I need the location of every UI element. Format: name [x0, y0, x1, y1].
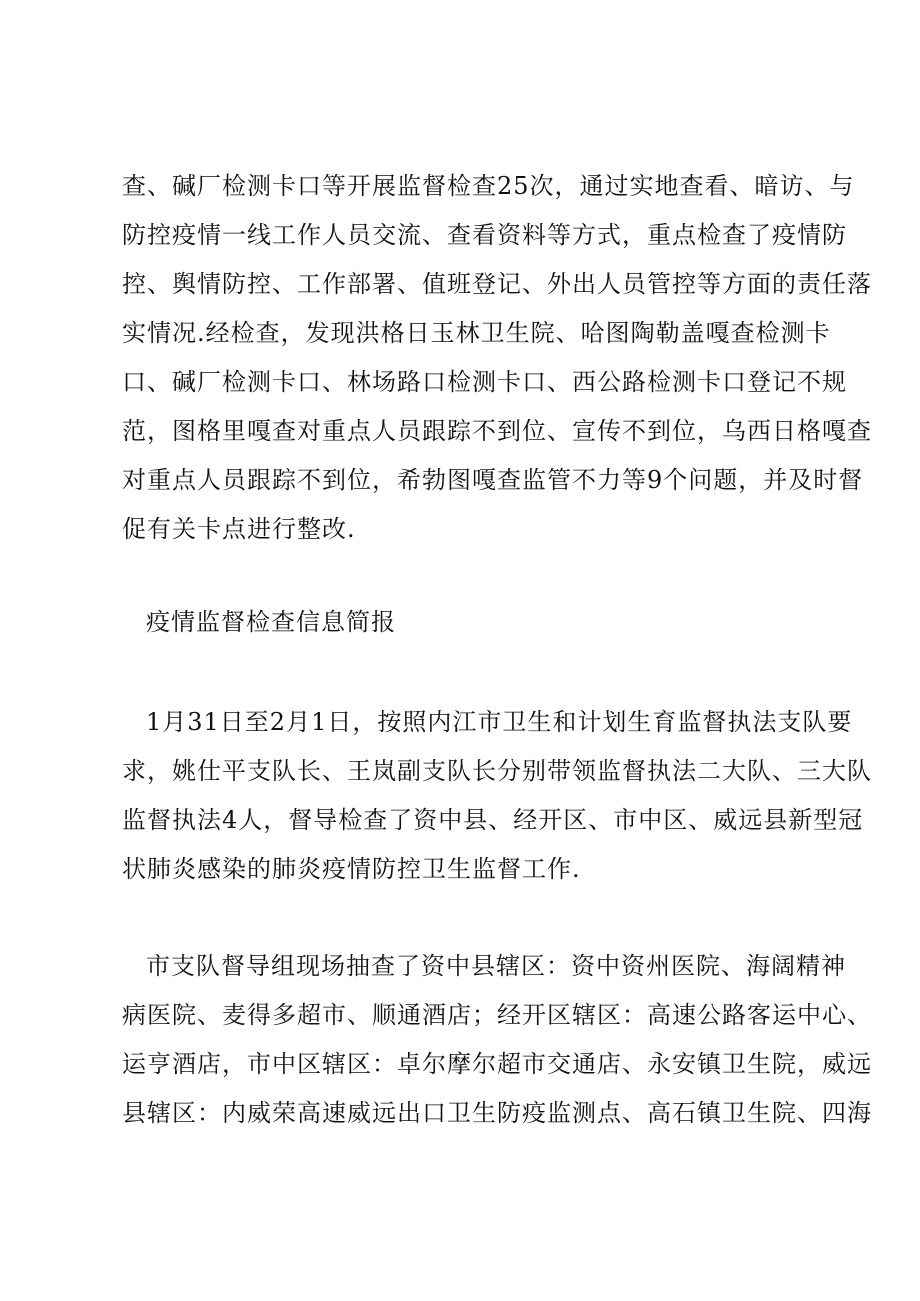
paragraph2-line-4: 状肺炎感染的肺炎疫情防控卫生监督工作. [122, 855, 581, 883]
paragraph1-line-3: 控、舆情防控、工作部署、值班登记、外出人员管控等方面的责任落 [122, 270, 872, 298]
paragraph3-line-2: 病医院、麦得多超市、顺通酒店；经开区辖区：高速公路客运中心、 [122, 1001, 872, 1029]
paragraph1-line-7: 对重点人员跟踪不到位，希勃图嘎查监管不力等9个问题，并及时督 [122, 466, 864, 494]
paragraph2-line-3: 监督执法4人，督导检查了资中县、经开区、市中区、威远县新型冠 [122, 806, 864, 834]
paragraph1-line-5: 口、碱厂检测卡口、林场路口检测卡口、西公路检测卡口登记不规 [122, 368, 847, 396]
paragraph2-line-2: 求，姚仕平支队长、王岚副支队长分别带领监督执法二大队、三大队 [122, 757, 872, 785]
paragraph1-line-6: 范，图格里嘎查对重点人员跟踪不到位、宣传不到位，乌西日格嘎查 [122, 417, 872, 445]
paragraph1-line-4: 实情况.经检查，发现洪格日玉林卫生院、哈图陶勒盖嘎查检测卡 [122, 319, 831, 347]
paragraph1-line-1: 查、碱厂检测卡口等开展监督检查25次，通过实地查看、暗访、与 [122, 172, 855, 200]
paragraph3-line-4: 县辖区：内威荣高速威远出口卫生防疫监测点、高石镇卫生院、四海 [122, 1099, 872, 1127]
paragraph3-line-3: 运亨酒店，市中区辖区：卓尔摩尔超市交通店、永安镇卫生院，威远 [122, 1050, 872, 1078]
paragraph1-line-8: 促有关卡点进行整改. [122, 515, 356, 543]
paragraph2-line-1: 1月31日至2月1日，按照内江市卫生和计划生育监督执法支队要 [146, 708, 853, 736]
paragraph3-line-1: 市支队督导组现场抽查了资中县辖区：资中资州医院、海阔精神 [146, 952, 846, 980]
paragraph1-line-2: 防控疫情一线工作人员交流、查看资料等方式，重点检查了疫情防 [122, 221, 847, 249]
section-heading: 疫情监督检查信息简报 [146, 608, 396, 636]
